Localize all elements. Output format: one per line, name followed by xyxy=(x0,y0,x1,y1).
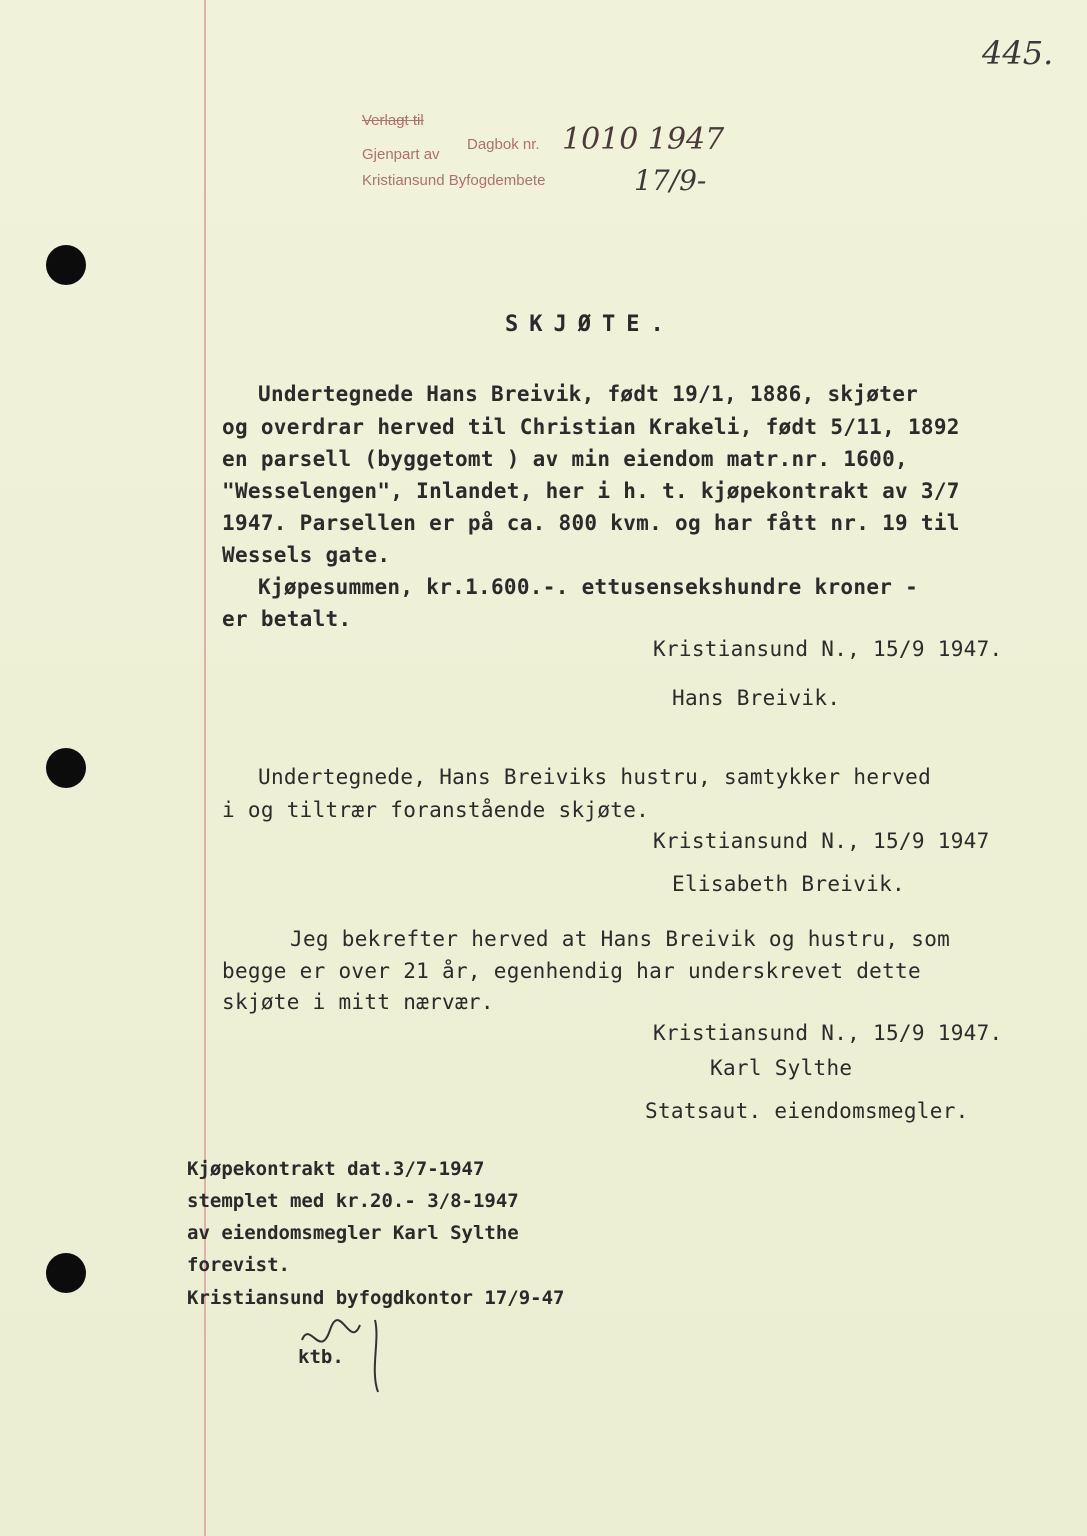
page-number: 445. xyxy=(982,34,1054,72)
punch-hole-icon xyxy=(46,1253,86,1293)
body-line: Undertegnede Hans Breivik, født 19/1, 1886, skjøter xyxy=(258,382,919,406)
confirm-line: begge er over 21 år, egenhendig har underskrevet dette xyxy=(222,959,921,983)
consent-line: i og tiltrær foranstående skjøte. xyxy=(222,798,650,822)
body-line: Wessels gate. xyxy=(222,543,391,567)
signature-2: Elisabeth Breivik. xyxy=(672,872,905,896)
body-line: en parsell (byggetomt ) av min eiendom matr.nr. 1600, xyxy=(222,447,908,471)
signature-3-title: Statsaut. eiendomsmegler. xyxy=(645,1099,969,1123)
stamp-line2: Gjenpart av xyxy=(362,146,440,163)
body-line: Kjøpesummen, kr.1.600.-. ettusensekshundre kroner - xyxy=(258,575,919,599)
place-date-1: Kristiansund N., 15/9 1947. xyxy=(653,637,1003,661)
consent-line: Undertegnede, Hans Breiviks hustru, samtykker herved xyxy=(258,765,932,789)
endorsement-line: forevist. xyxy=(187,1254,290,1276)
punch-hole-icon xyxy=(46,245,86,285)
stamp-dagbok-number: 1010 1947 xyxy=(562,122,725,157)
place-date-3: Kristiansund N., 15/9 1947. xyxy=(653,1021,1003,1045)
endorsement-line: av eiendomsmegler Karl Sylthe xyxy=(187,1222,519,1244)
body-line: "Wesselengen", Inlandet, her i h. t. kjøpekontrakt av 3/7 xyxy=(222,479,960,503)
body-line: og overdrar herved til Christian Krakeli, født 5/11, 1892 xyxy=(222,415,960,439)
stamp-date: 17/9- xyxy=(634,164,707,197)
signature-3: Karl Sylthe xyxy=(710,1056,853,1080)
signature-1: Hans Breivik. xyxy=(672,686,841,710)
confirm-line: skjøte i mitt nærvær. xyxy=(222,990,494,1014)
place-date-2: Kristiansund N., 15/9 1947 xyxy=(653,829,990,853)
endorsement-line: Kjøpekontrakt dat.3/7-1947 xyxy=(187,1158,485,1180)
body-line: er betalt. xyxy=(222,607,352,631)
stamp-line3: Kristiansund Byfogdembete xyxy=(362,172,546,189)
punch-hole-icon xyxy=(46,748,86,788)
endorsement-line: stemplet med kr.20.- 3/8-1947 xyxy=(187,1190,519,1212)
stamp-line1: Verlagt til xyxy=(362,112,424,129)
body-line: 1947. Parsellen er på ca. 800 kvm. og har fått nr. 19 til xyxy=(222,511,960,535)
endorsement-line: Kristiansund byfogdkontor 17/9-47 xyxy=(187,1287,565,1309)
stamp-dagbok-label: Dagbok nr. xyxy=(467,136,540,153)
document-title: SKJØTE. xyxy=(505,312,675,337)
confirm-line: Jeg bekrefter herved at Hans Breivik og hustru, som xyxy=(290,927,951,951)
endorsement-sign: ktb. xyxy=(298,1346,344,1368)
